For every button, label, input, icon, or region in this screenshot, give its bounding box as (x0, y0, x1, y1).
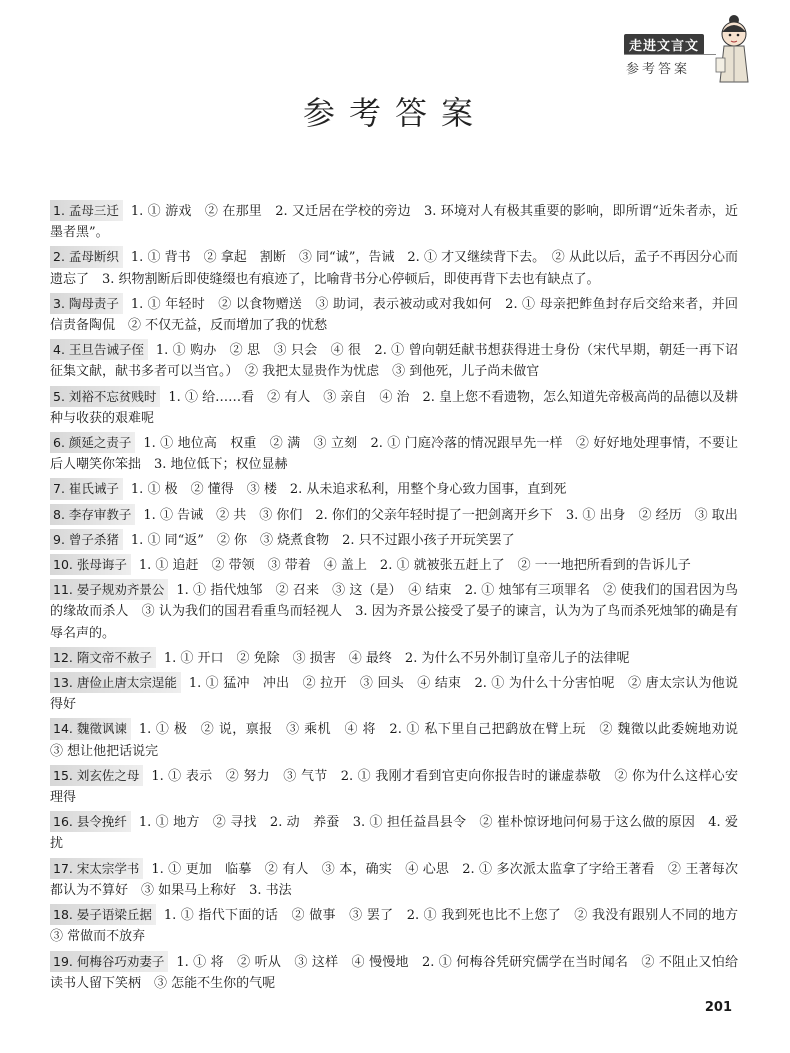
answer-text: 1. ① 将 ② 听从 ③ 这样 ④ 慢慢地 2. ① 何梅谷凭研究儒学在当时闻名 ② 不阻止又怕给读书人留下笑柄 ③ 怎能不生你的气呢 (50, 954, 738, 991)
answer-entry (50, 951, 738, 994)
answer-text: 1. ① 开口 ② 免除 ③ 损害 ④ 最终 2. 为什么不另外制订皇帝儿子的法律呢 (163, 650, 630, 666)
answer-entry (50, 811, 752, 854)
answer-entry (50, 765, 738, 808)
answer-text: 1. ① 猛冲 冲出 ② 拉开 ③ 回头 ④ 结束 2. ① 为什么十分害怕呢 ② 唐太宗认为他说得好 (50, 676, 738, 713)
series-badge: 走进文言文 (624, 34, 704, 55)
answer-entry (50, 293, 738, 336)
lesson-heading: 18. 晏子语梁丘据 (50, 904, 156, 925)
answer-entry (50, 478, 738, 500)
answer-entry (50, 529, 738, 551)
answer-entry (50, 718, 752, 761)
answer-text: 1. ① 地方 ② 寻找 2. 动 养蚕 3. ① 担任益昌县令 ② 崔朴惊讶地问何易于这么做的原因 4. 爱 扰 (50, 815, 752, 852)
answer-text: 1. ① 年轻时 ② 以食物赠送 ③ 助词，表示被动或对我如何 2. ① 母亲把鲊鱼封存后交给来者，并回信责备陶侃 ② 不仅无益，反而增加了我的忧愁 (50, 296, 738, 334)
lesson-heading: 5. 刘裕不忘贫贱时 (50, 386, 160, 407)
answer-entry (50, 200, 738, 243)
scholar-mascot-icon (712, 12, 752, 92)
lesson-heading: 11. 晏子规劝齐景公 (50, 579, 168, 600)
series-subtitle: 参考答案 (626, 62, 691, 77)
answer-entry (50, 386, 738, 429)
answer-text: 1. ① 背书 ② 拿起 割断 ③ 同“诚”，告诫 2. ① 才又继续背下去。 ② 从此以后，孟子不再因分心而遗忘了 3. 织物割断后即使缝缀也有痕迹了，比喻背书分心停顿后，即使再背下去也有缺点了。 (50, 250, 738, 287)
answer-text: 1. ① 地位高 权重 ② 满 ③ 立刻 2. ① 门庭冷落的情况跟早先一样 ② 好好地处理事情，不要让后人嘲笑你笨拙 3. 地位低下；权位显赫 (50, 436, 738, 473)
page-number: 201 (704, 1000, 732, 1015)
answer-text: 1. ① 同“返” ② 你 ③ 烧煮食物 2. 只不过跟小孩子开玩笑罢了 (130, 532, 515, 548)
lesson-heading: 13. 唐俭止唐太宗逞能 (50, 672, 181, 693)
answer-text: 1. ① 极 ② 懂得 ③ 楼 2. 从未追求私利，用整个身心致力国事，直到死 (130, 482, 567, 498)
answer-entry (50, 647, 738, 669)
lesson-heading: 4. 王旦告诫子侄 (50, 339, 148, 360)
lesson-heading: 12. 隋文帝不赦子 (50, 647, 156, 668)
header-divider (624, 54, 716, 55)
answer-entry (50, 504, 738, 526)
answer-entry (50, 339, 738, 382)
lesson-heading: 19. 何梅谷巧劝妻子 (50, 951, 168, 972)
answer-text: 1. ① 指代下面的话 ② 做事 ③ 罢了 2. ① 我到死也比不上您了 ② 我没有跟别人不同的地方 ③ 常做而不放弃 (50, 908, 752, 945)
answer-entry (50, 246, 738, 289)
answer-text: 1. ① 游戏 ② 在那里 2. 又迁居在学校的旁边 3. 环境对人有极其重要的影响，即所谓“近朱者赤，近墨者黑”。 (50, 204, 738, 241)
answer-entry (50, 672, 738, 715)
page-title: 参考答案 (302, 94, 487, 132)
answer-entry (50, 554, 738, 576)
lesson-heading: 10. 张母诲子 (50, 554, 131, 575)
lesson-heading: 16. 县令挽纤 (50, 811, 131, 832)
lesson-heading: 8. 李存审教子 (50, 504, 135, 525)
lesson-heading: 6. 颜延之责子 (50, 432, 135, 453)
lesson-heading: 17. 宋太宗学书 (50, 858, 143, 879)
answer-text: 1. ① 追赶 ② 带领 ③ 带着 ④ 盖上 2. ① 就被张五赶上了 ② 一一地把所看到的告诉儿子 (138, 558, 691, 574)
lesson-heading: 14. 魏徵讽谏 (50, 718, 131, 739)
lesson-heading: 15. 刘玄佐之母 (50, 765, 143, 786)
lesson-heading: 1. 孟母三迁 (50, 200, 123, 221)
series-header (624, 30, 752, 86)
answer-entry (50, 904, 752, 947)
answer-entry (50, 858, 738, 901)
answer-text: 1. ① 购办 ② 思 ③ 只会 ④ 很 2. ① 曾向朝廷献书想获得进士身份（宋代早期，朝廷一再下诏征集文献，献书多者可以当官。） ② 我把太显贵作为忧虑 ③ 到他死，儿子尚未做官 (50, 343, 738, 380)
answer-text: 1. ① 告诫 ② 共 ③ 你们 2. 你们的父亲年轻时提了一把剑离开乡下 3. ① 出身 ② 经历 ③ 取出 (143, 507, 738, 523)
lesson-heading: 2. 孟母断织 (50, 246, 123, 267)
lesson-heading: 9. 曾子杀猪 (50, 529, 123, 550)
answer-entry (50, 432, 738, 475)
answer-text: 1. ① 指代烛邹 ② 召来 ③ 这（是） ④ 结束 2. ① 烛邹有三项罪名 ② 使我们的国君因为鸟的缘故而杀人 ③ 认为我们的国君看重鸟而轻视人 3. 因为齐景公接受了晏子的谏言，认为为了鸟而杀死烛邹的确是有辱名声的。 (50, 583, 738, 641)
answer-text: 1. ① 表示 ② 努力 ③ 气节 2. ① 我刚才看到官吏向你报告时的谦虚恭敬 ② 你为什么这样心安理得 (50, 768, 738, 806)
answer-entry (50, 579, 738, 644)
answer-text: 1. ① 极 ② 说，禀报 ③ 乘机 ④ 将 2. ① 私下里自己把鹞放在臂上玩 ② 魏徵以此委婉地劝说 ③ 想让他把话说完 (50, 722, 752, 759)
answer-list (50, 200, 752, 997)
lesson-heading: 7. 崔氏诫子 (50, 478, 123, 499)
answer-text: 1. ① 给……看 ② 有人 ③ 亲自 ④ 治 2. 皇上您不看遗物，怎么知道先帝极高尚的品德以及耕种与收获的艰难呢 (50, 389, 739, 426)
lesson-heading: 3. 陶母责子 (50, 293, 123, 314)
answer-text: 1. ① 更加 临摹 ② 有人 ③ 本，确实 ④ 心思 2. ① 多次派太监拿了字给王著看 ② 王著每次都认为不算好 ③ 如果马上称好 3. 书法 (50, 861, 738, 898)
